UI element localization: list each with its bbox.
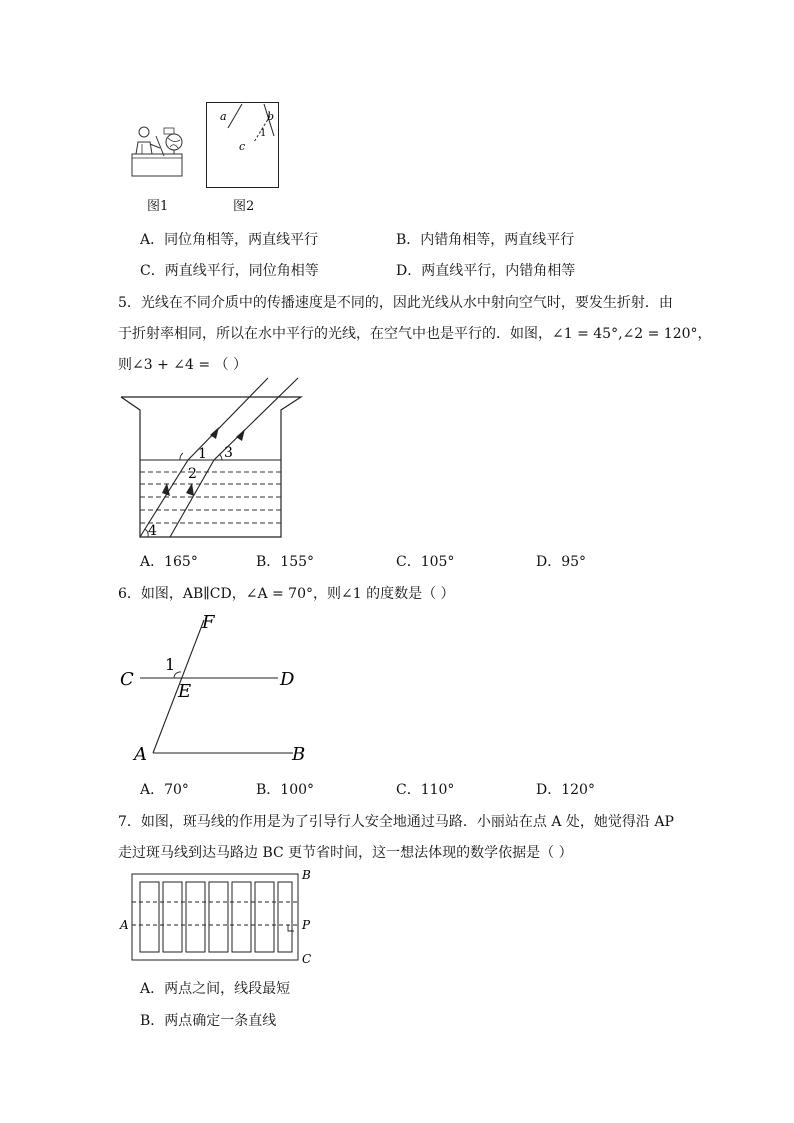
- q7-label-c: C: [302, 952, 312, 966]
- q6-stem-line1: 6．如图，AB∥CD，∠A = 70°，则∠1 的度数是（ ）: [118, 586, 455, 602]
- q6-figure: [118, 608, 318, 770]
- q4-option-d: D．两直线平行，内错角相等: [396, 263, 576, 279]
- q6-option-d: D．120°: [536, 782, 595, 798]
- q4-label-b: b: [267, 110, 275, 123]
- q5-figure: [118, 375, 308, 540]
- q7-label-a: A: [120, 918, 129, 932]
- q6-label-f: F: [202, 612, 215, 633]
- q6-option-c: C．110°: [396, 782, 455, 798]
- q6-label-d: D: [280, 669, 295, 690]
- q7-label-p: P: [302, 918, 311, 932]
- q5-label-3: 3: [224, 445, 233, 461]
- q6-label-e: E: [178, 681, 192, 702]
- q7-option-b: B．两点确定一条直线: [140, 1013, 277, 1029]
- q5-label-2: 2: [188, 466, 197, 482]
- q5-option-b: B．155°: [256, 554, 315, 570]
- q4-figure1: [128, 120, 188, 180]
- q5-label-4: 4: [148, 523, 157, 539]
- q5-option-a: A．165°: [140, 554, 198, 570]
- q5-option-d: D．95°: [536, 554, 587, 570]
- q6-label-1: 1: [165, 655, 176, 674]
- q5-option-c: C．105°: [396, 554, 455, 570]
- q4-fig2-caption: 图2: [233, 199, 255, 214]
- q6-option-b: B．100°: [256, 782, 315, 798]
- q4-label-a: a: [220, 110, 227, 123]
- q6-label-c: C: [120, 669, 134, 690]
- q5-stem-line3: 则∠3 + ∠4 = （ ）: [118, 357, 247, 373]
- q6-label-a: A: [134, 744, 147, 765]
- q5-stem-line2: 于折射率相同，所以在水中平行的光线，在空气中也是平行的．如图，∠1 = 45°,∠2 = 120°，: [118, 326, 712, 342]
- q7-stem-line2: 走过斑马线到达马路边 BC 更节省时间，这一想法体现的数学依据是（ ）: [118, 845, 573, 861]
- q4-figure2: [206, 102, 280, 189]
- q5-label-1: 1: [198, 446, 207, 462]
- q6-label-b: B: [292, 744, 306, 765]
- q4-fig1-caption: 图1: [147, 199, 169, 214]
- q7-figure: [118, 868, 318, 968]
- q6-option-a: A．70°: [140, 782, 189, 798]
- q5-stem-line1: 5．光线在不同介质中的传播速度是不同的，因此光线从水中射向空气时，要发生折射．由: [118, 295, 673, 311]
- q4-option-c: C．两直线平行，同位角相等: [140, 263, 319, 279]
- q4-option-b: B．内错角相等，两直线平行: [396, 232, 575, 248]
- q7-option-a: A．两点之间，线段最短: [140, 981, 291, 997]
- q4-option-a: A．同位角相等，两直线平行: [140, 232, 319, 248]
- q4-label-c: c: [239, 140, 246, 153]
- q7-stem-line1: 7．如图，斑马线的作用是为了引导行人安全地通过马路．小丽站在点 A 处，她觉得沿 AP: [118, 814, 674, 830]
- q4-label-1: 1: [260, 128, 267, 139]
- q7-label-b: B: [302, 868, 311, 882]
